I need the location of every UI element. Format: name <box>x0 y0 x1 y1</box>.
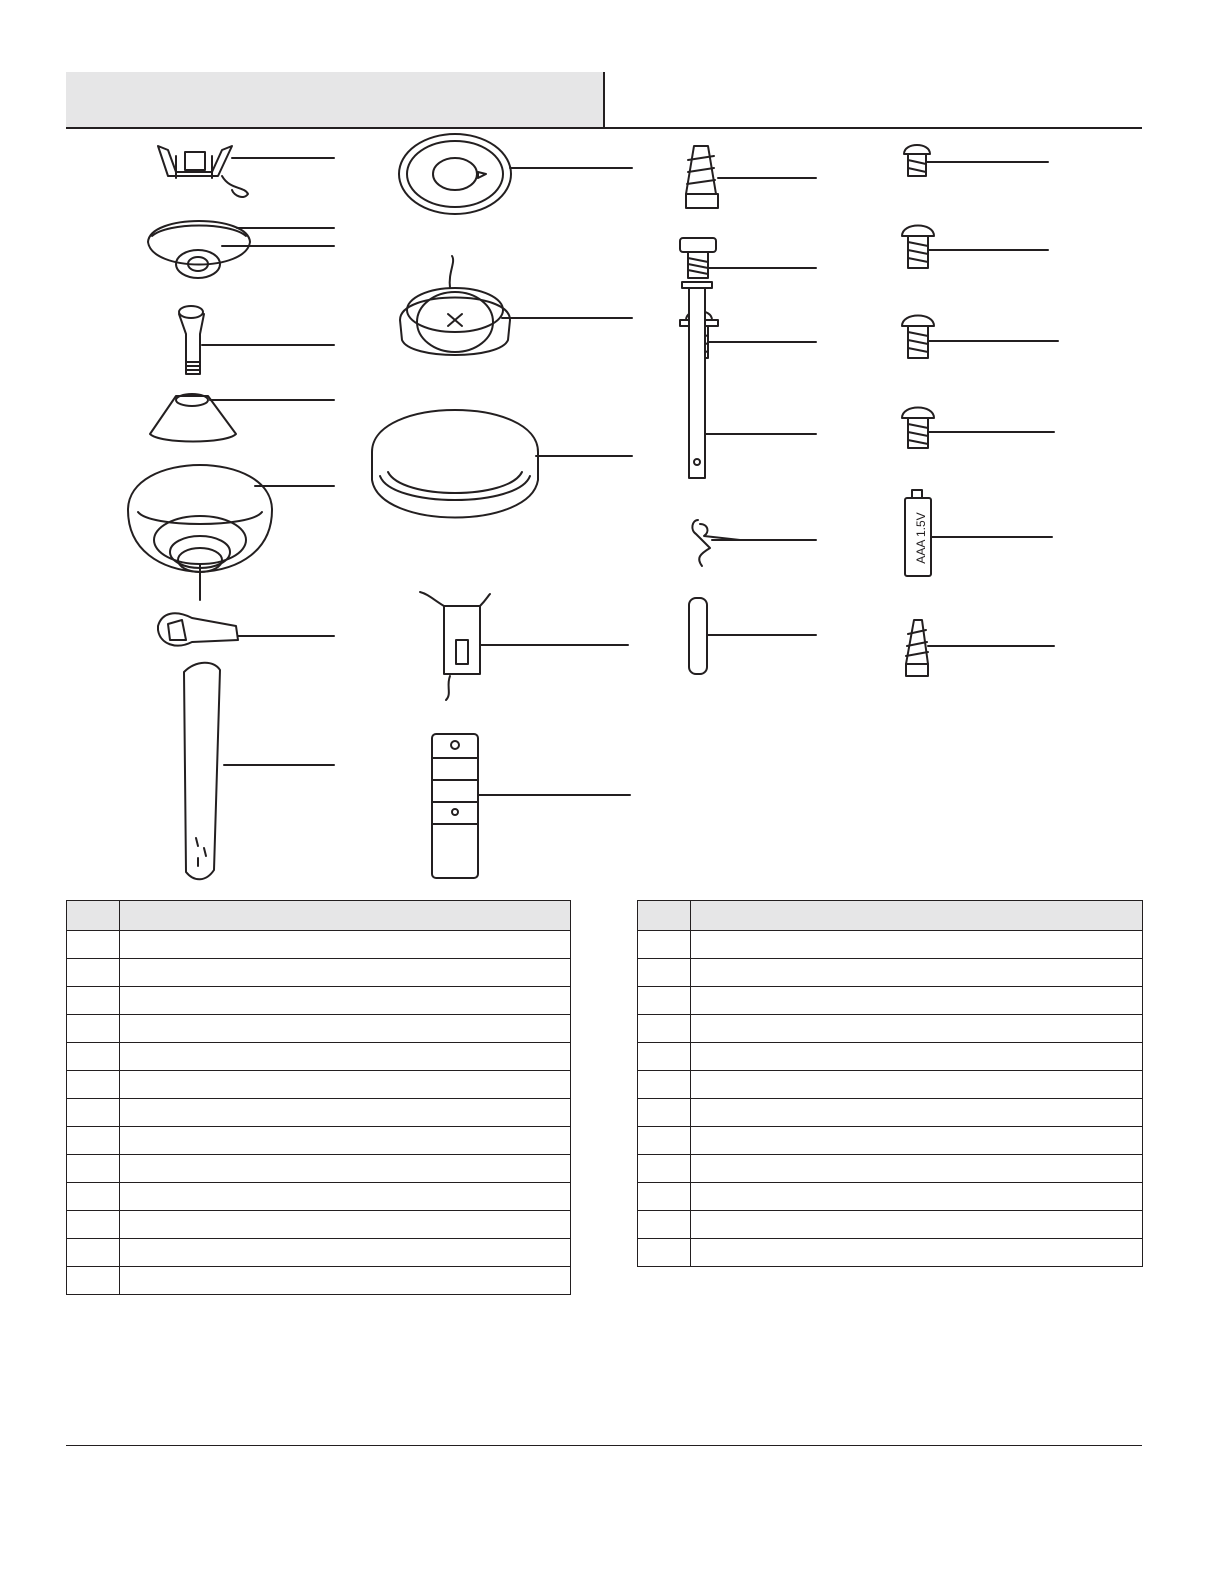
table-row <box>67 1071 571 1099</box>
motor-assembly-illustration <box>128 465 334 600</box>
part-description-cell <box>691 1211 1143 1239</box>
part-letter-cell <box>67 1071 120 1099</box>
table-header-row <box>638 901 1143 931</box>
footer-rule <box>66 1445 1142 1446</box>
table-row <box>67 1267 571 1295</box>
column-header-part <box>67 901 120 931</box>
part-letter-cell <box>638 1071 691 1099</box>
part-description-cell <box>120 1015 571 1043</box>
table-row <box>67 1127 571 1155</box>
part-letter-cell <box>638 1155 691 1183</box>
part-description-cell <box>120 959 571 987</box>
part-letter-cell <box>638 1183 691 1211</box>
part-letter-cell <box>67 1127 120 1155</box>
part-description-cell <box>120 1267 571 1295</box>
blade-arm-illustration <box>158 613 334 645</box>
wire-connector-small-illustration <box>906 620 1054 676</box>
table-row <box>638 1099 1143 1127</box>
hanger-pin-illustration <box>682 282 816 478</box>
part-letter-cell <box>638 1099 691 1127</box>
table-row <box>67 959 571 987</box>
part-description-cell <box>691 1183 1143 1211</box>
table-row <box>638 1155 1143 1183</box>
receiver-illustration <box>420 592 628 700</box>
part-letter-cell <box>67 1239 120 1267</box>
remote-control-illustration <box>432 734 630 878</box>
part-description-cell <box>691 1043 1143 1071</box>
part-letter-cell <box>67 1183 120 1211</box>
screw-medium-b-illustration <box>902 316 1058 359</box>
part-letter-cell <box>638 1239 691 1267</box>
part-letter-cell <box>67 1267 120 1295</box>
table-row <box>638 931 1143 959</box>
part-letter-cell <box>638 1127 691 1155</box>
part-description-cell <box>691 987 1143 1015</box>
part-letter-cell <box>638 987 691 1015</box>
table-row <box>638 1127 1143 1155</box>
column-header-description <box>120 901 571 931</box>
battery-label: AAA 1.5V <box>914 512 929 564</box>
parts-table-right <box>637 900 1143 1267</box>
part-letter-cell <box>67 1155 120 1183</box>
part-description-cell <box>691 1071 1143 1099</box>
table-row <box>67 1015 571 1043</box>
part-letter-cell <box>67 959 120 987</box>
table-row <box>638 1239 1143 1267</box>
part-description-cell <box>120 1155 571 1183</box>
part-letter-cell <box>67 1043 120 1071</box>
table-row <box>67 1183 571 1211</box>
wire-connector-large-illustration <box>686 146 816 208</box>
table-row <box>67 931 571 959</box>
table-row <box>638 1211 1143 1239</box>
table-row <box>638 987 1143 1015</box>
dowel-pin-illustration <box>689 598 816 674</box>
part-description-cell <box>691 1015 1143 1043</box>
part-letter-cell <box>638 1015 691 1043</box>
coupling-cover-illustration <box>150 394 334 442</box>
hairpin-clip-illustration <box>692 520 816 566</box>
part-description-cell <box>120 1239 571 1267</box>
light-kit-glass-illustration <box>372 410 632 518</box>
part-letter-cell <box>67 1211 120 1239</box>
table-row <box>67 1239 571 1267</box>
table-row <box>67 1099 571 1127</box>
part-description-cell <box>120 1127 571 1155</box>
canopy-illustration <box>148 221 334 278</box>
table-row <box>67 1155 571 1183</box>
part-description-cell <box>691 1155 1143 1183</box>
part-letter-cell <box>638 959 691 987</box>
table-row <box>638 1183 1143 1211</box>
part-description-cell <box>120 1043 571 1071</box>
table-row <box>638 1043 1143 1071</box>
part-letter-cell <box>67 1015 120 1043</box>
part-description-cell <box>120 1071 571 1099</box>
part-description-cell <box>120 931 571 959</box>
parts-table-left <box>66 900 571 1295</box>
switch-housing-illustration <box>400 256 632 355</box>
canopy-cover-ring-illustration <box>399 134 632 214</box>
part-description-cell <box>691 931 1143 959</box>
part-description-cell <box>120 1099 571 1127</box>
blade-arm-screw-illustration <box>680 238 816 278</box>
part-description-cell <box>120 1211 571 1239</box>
column-header-description <box>691 901 1143 931</box>
part-description-cell <box>691 1127 1143 1155</box>
mounting-bracket-illustration <box>158 146 334 197</box>
table-row <box>67 1211 571 1239</box>
column-header-part <box>638 901 691 931</box>
part-letter-cell <box>638 1211 691 1239</box>
part-letter-cell <box>67 931 120 959</box>
part-letter-cell <box>67 987 120 1015</box>
part-description-cell <box>691 1239 1143 1267</box>
part-description-cell <box>120 1183 571 1211</box>
part-letter-cell <box>638 1043 691 1071</box>
part-description-cell <box>691 959 1143 987</box>
part-description-cell <box>691 1099 1143 1127</box>
table-header-row <box>67 901 571 931</box>
table-row <box>67 987 571 1015</box>
table-row <box>638 959 1143 987</box>
screw-small-illustration <box>904 145 1048 176</box>
screw-medium-a-illustration <box>902 226 1048 269</box>
table-row <box>638 1071 1143 1099</box>
part-description-cell <box>120 987 571 1015</box>
screw-medium-c-illustration <box>902 408 1054 449</box>
part-letter-cell <box>67 1099 120 1127</box>
downrod-illustration <box>179 306 334 374</box>
table-row <box>638 1015 1143 1043</box>
part-letter-cell <box>638 931 691 959</box>
blade-illustration <box>184 663 334 880</box>
table-row <box>67 1043 571 1071</box>
